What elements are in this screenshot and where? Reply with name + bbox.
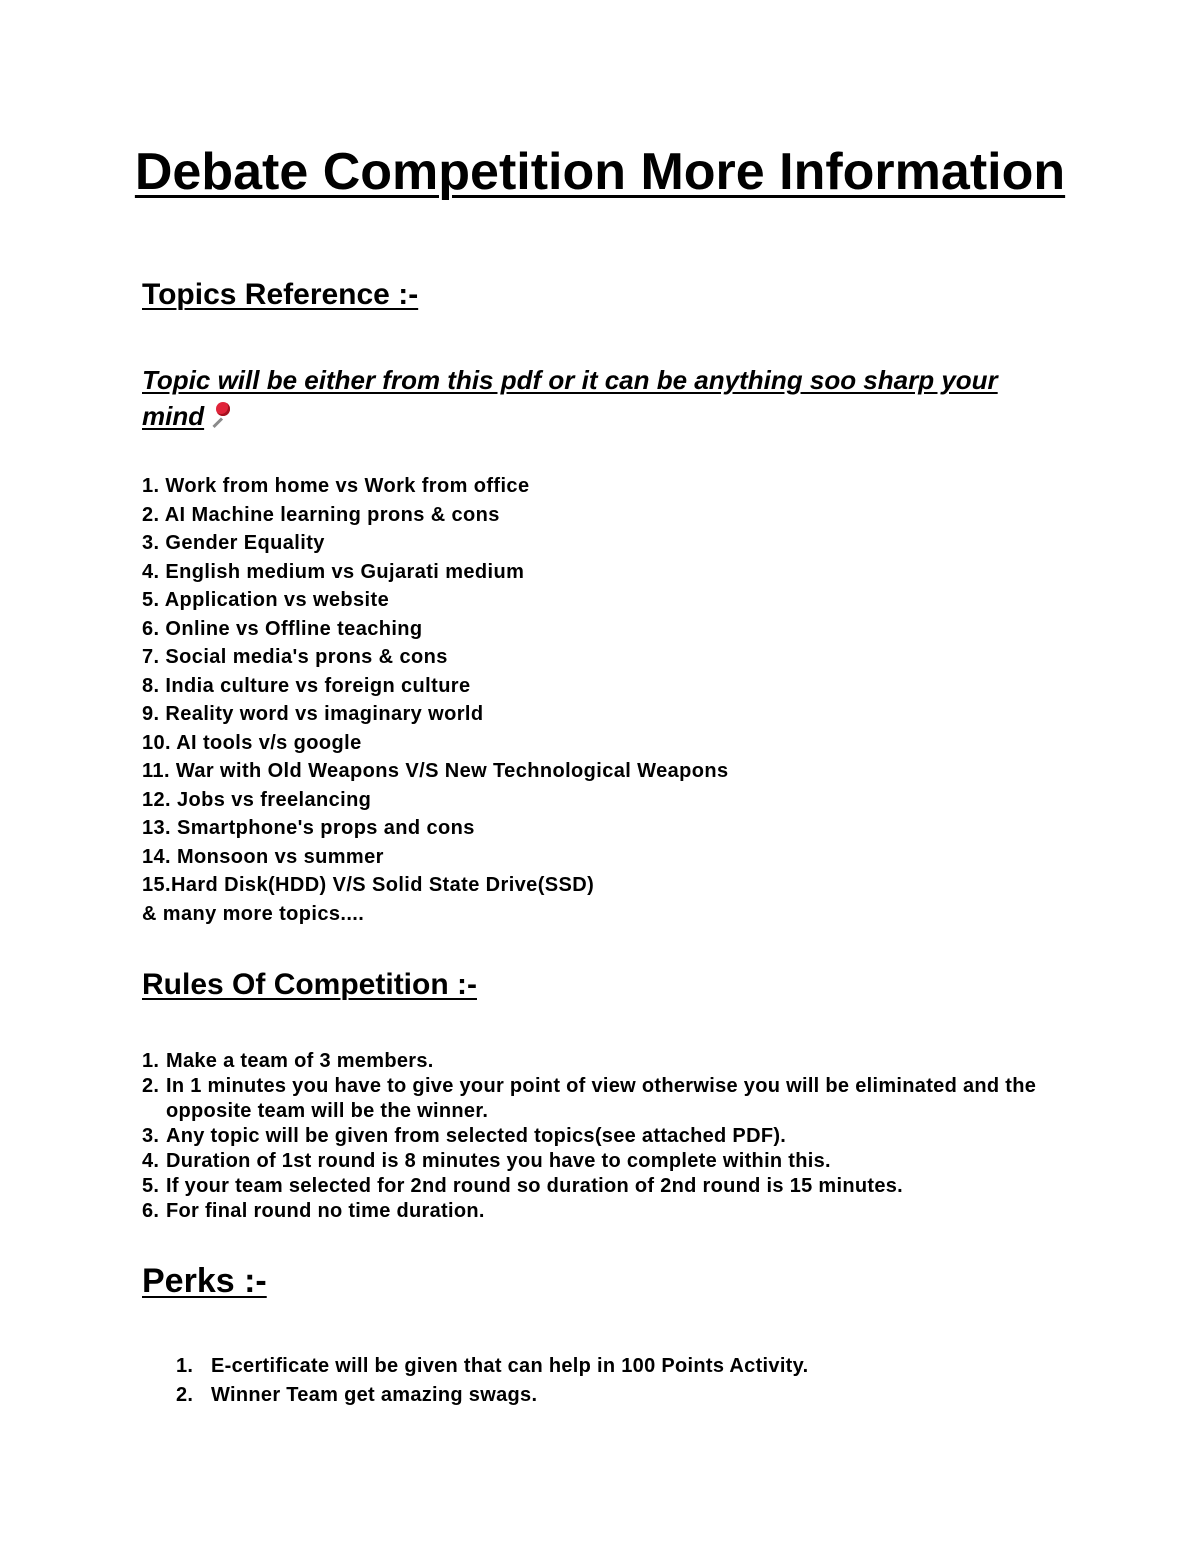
list-item-number: 2. — [176, 1383, 194, 1406]
list-item: 4. English medium vs Gujarati medium — [142, 560, 525, 583]
list-item: 7. Social media's prons & cons — [142, 646, 448, 668]
list-item-text: Any topic will be given from selected topics(see attached PDF). — [166, 1125, 787, 1147]
list-item — [142, 1199, 1062, 1224]
list-item: 14. Monsoon vs summer — [142, 845, 384, 868]
list-item: 6. Online vs Offline teaching — [142, 617, 423, 640]
list-item-number: 5. — [142, 1175, 160, 1197]
topics-note-text: Topic will be either from this pdf or it can be anything soo sharp your mind — [142, 365, 998, 431]
topics-note — [142, 362, 1062, 434]
list-item: 12. Jobs vs freelancing — [142, 788, 372, 811]
perks-heading: Perks :- — [142, 1262, 267, 1300]
list-item-number: 2. — [142, 1075, 160, 1097]
list-item: 2. AI Machine learning prons & cons — [142, 503, 500, 526]
list-item: 10. AI tools v/s google — [142, 731, 362, 754]
list-item-text: In 1 minutes you have to give your point of view otherwise you will be eliminated and the opposite team will be the winner. — [166, 1075, 1037, 1122]
topics-heading: Topics Reference :- — [142, 278, 419, 311]
list-item: 1. Work from home vs Work from office — [142, 475, 530, 497]
list-item-number: 3. — [142, 1125, 160, 1147]
list-item: 3. Gender Equality — [142, 532, 325, 554]
rules-list — [142, 1049, 1062, 1224]
list-item — [142, 1124, 1062, 1149]
list-item: 9. Reality word vs imaginary world — [142, 703, 484, 725]
list-item-text: Duration of 1st round is 8 minutes you have to complete within this. — [166, 1150, 831, 1172]
list-item-number: 1. — [176, 1355, 194, 1377]
list-item — [142, 1049, 1062, 1074]
rules-heading: Rules Of Competition :- — [142, 968, 477, 1001]
list-item: 5. Application vs website — [142, 589, 390, 611]
list-item — [176, 1352, 1036, 1381]
list-item: 11. War with Old Weapons V/S New Technological Weapons — [142, 760, 729, 782]
list-item-more: & many more topics.... — [142, 902, 365, 925]
list-item — [176, 1381, 1036, 1410]
list-item: 8. India culture vs foreign culture — [142, 674, 471, 697]
list-item-number: 1. — [142, 1050, 160, 1072]
perks-list — [176, 1352, 1036, 1409]
list-item: 13. Smartphone's props and cons — [142, 817, 475, 839]
list-item-text: Make a team of 3 members. — [166, 1050, 434, 1072]
list-item-text: For final round no time duration. — [166, 1200, 485, 1222]
list-item — [142, 1074, 1062, 1124]
list-item-text: E-certificate will be given that can help in 100 Points Activity. — [211, 1355, 809, 1377]
topics-list — [142, 472, 729, 928]
page-title: Debate Competition More Information — [134, 143, 1066, 201]
list-item — [142, 1174, 1062, 1199]
list-item-text: If your team selected for 2nd round so duration of 2nd round is 15 minutes. — [166, 1175, 904, 1197]
list-item-text: Winner Team get amazing swags. — [211, 1383, 538, 1406]
list-item: 15.Hard Disk(HDD) V/S Solid State Drive(SSD) — [142, 874, 595, 896]
list-item-number: 4. — [142, 1150, 160, 1172]
list-item-number: 6. — [142, 1200, 160, 1222]
pushpin-icon — [206, 401, 236, 429]
list-item — [142, 1149, 1062, 1174]
